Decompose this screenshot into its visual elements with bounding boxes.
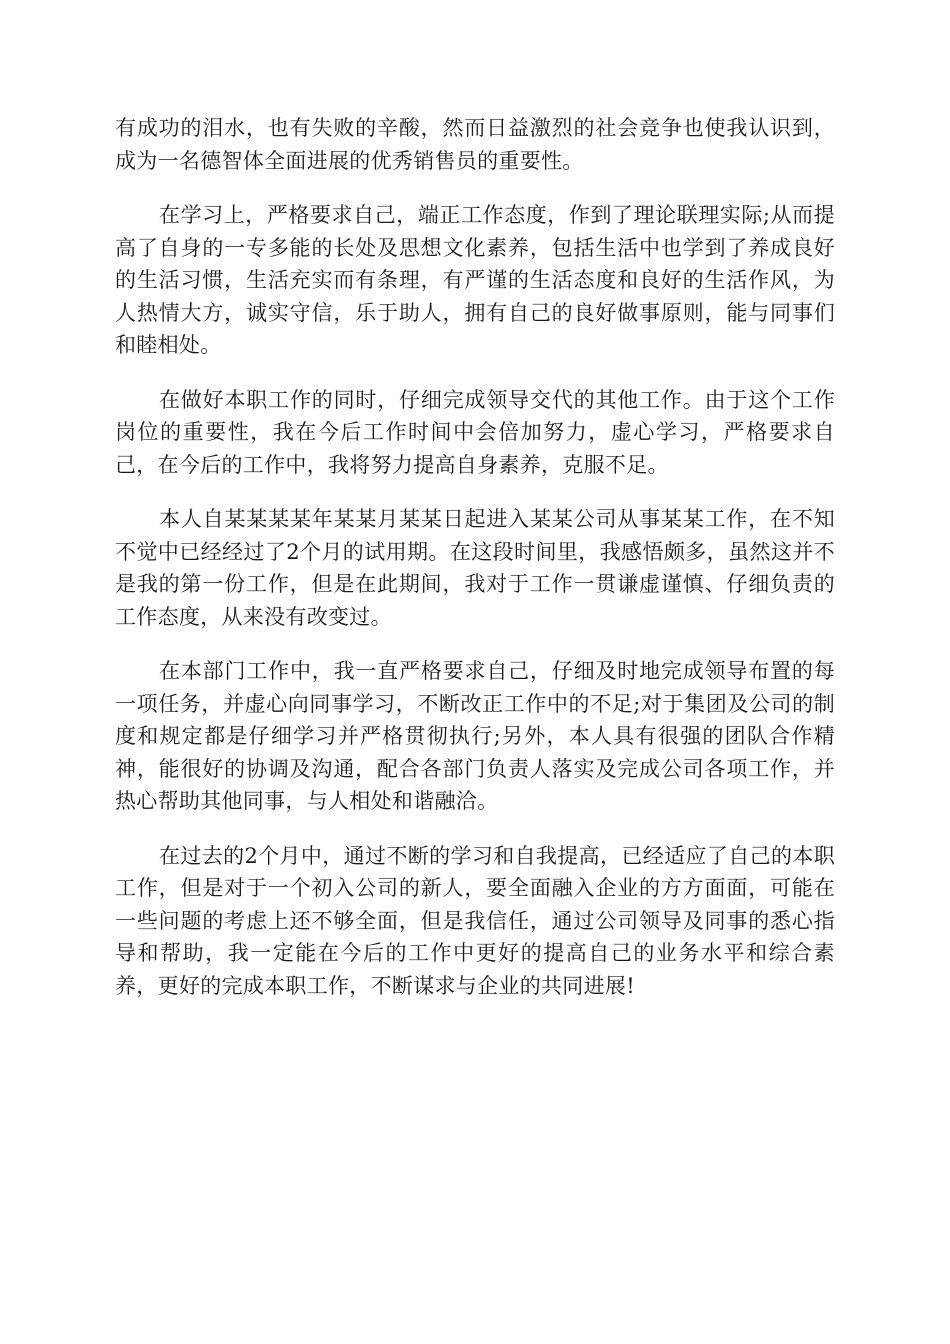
paragraph-3: 在做好本职工作的同时，仔细完成领导交代的其他工作。由于这个工作岗位的重要性，我在今后工作时间中会倍加努力，虚心学习，严格要求自己，在今后的工作中，我将努力提高自身素养，克服不足。 (115, 387, 835, 477)
paragraph-1: 有成功的泪水，也有失败的辛酸，然而日益激烈的社会竞争也使我认识到，成为一名德智体全面进展的优秀销售员的重要性。 (115, 116, 835, 173)
paragraph-2: 在学习上，严格要求自己，端正工作态度，作到了理论联理实际;从而提高了自身的一专多能的长处及思想文化素养，包括生活中也学到了养成良好的生活习惯，生活充实而有条理，有严谨的生活态度和良好的生活作风，为人热情大方，诚实守信，乐于助人，拥有自己的良好做事原则，能与同事们和睦相处。 (115, 203, 835, 357)
paragraph-4: 本人自某某某某年某某月某某日起进入某某公司从事某某工作，在不知不觉中已经经过了2个月的试用期。在这段时间里，我感悟颇多，虽然这并不是我的第一份工作，但是在此期间，我对于工作一贯谦虚谨慎、仔细负责的工作态度，从来没有改变过。 (115, 507, 835, 629)
document-body (115, 112, 835, 1002)
paragraph-5: 在本部门工作中，我一直严格要求自己，仔细及时地完成领导布置的每一项任务，并虚心向同事学习，不断改正工作中的不足;对于集团及公司的制度和规定都是仔细学习并严格贯彻执行;另外，本人具有很强的团队合作精神，能很好的协调及沟通，配合各部门负责人落实及完成公司各项工作，并热心帮助其他同事，与人相处和谐融洽。 (115, 659, 835, 813)
paragraph-6: 在过去的2个月中，通过不断的学习和自我提高，已经适应了自己的本职工作，但是对于一个初入公司的新人，要全面融入企业的方方面面，可能在一些问题的考虑上还不够全面，但是我信任，通过公司领导及同事的悉心指导和帮助，我一定能在今后的工作中更好的提高自己的业务水平和综合素养，更好的完成本职工作，不断谋求与企业的共同进展! (115, 843, 835, 998)
